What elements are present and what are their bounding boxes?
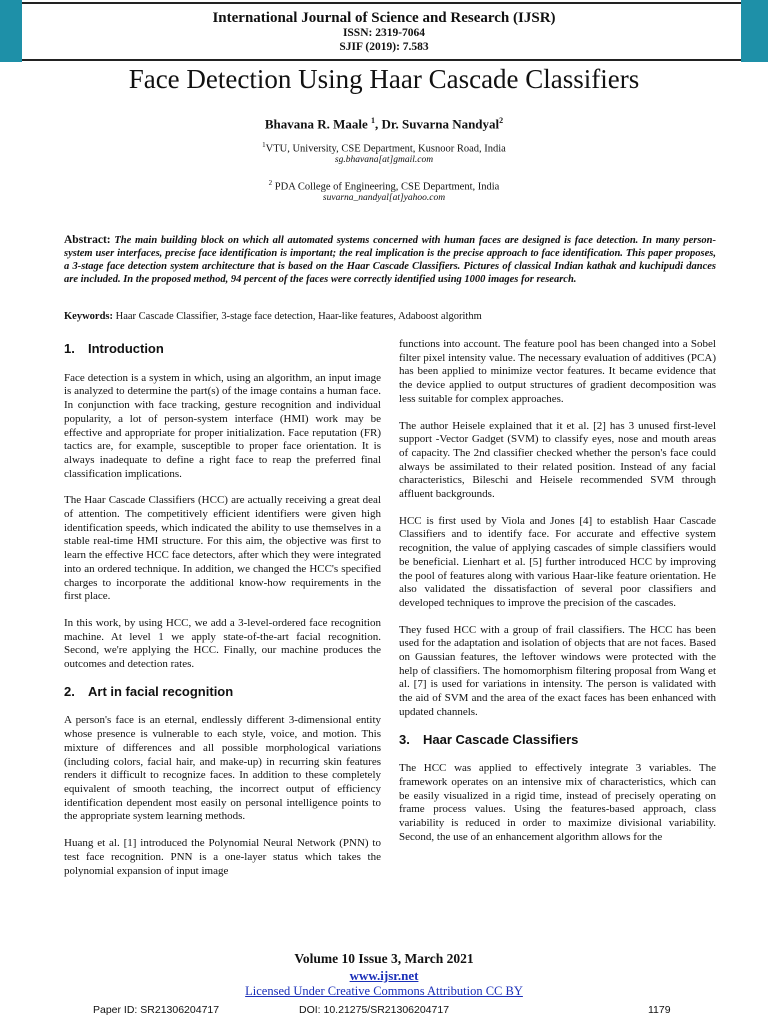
affiliation-2-mark: 2 [268,179,273,187]
paper-title: Face Detection Using Haar Cascade Classifiers [128,64,640,94]
affiliation-2 [0,179,768,193]
section-1-number: 1. [64,341,75,356]
paragraph: In this work, by using HCC, we add a 3-level-ordered face recognition machine. At level 1 we apply state-of-the-art facial recognition. Second, we're applying the HCC. Finally, our machine produces the outcomes and detection rates. [64,616,381,671]
header-top-rule [22,2,741,4]
footer-doi: DOI: 10.21275/SR21306204717 [299,1004,450,1016]
header-bottom-rule [22,59,741,61]
section-2-number: 2. [64,683,75,699]
affiliation-1-text: VTU, University, CSE Department, Kusnoor Road, India [265,143,506,155]
footer-page-number: 1179 [648,1004,671,1016]
section-1-title: Introduction [88,341,164,356]
footer-license-link[interactable]: Licensed Under Creative Commons Attribution CC BY [245,984,523,998]
email-2: suvarna_nandyal[at]yahoo.com [322,193,446,203]
paragraph: HCC is first used by Viola and Jones [4] to establish Haar Cascade Classifiers and to identify face. For accurate and effective system recognition, the value of applying cascades of simple classifiers would be beneficial. Lienhart et al. [5] further introduced HCC by improving the pool of features along with various Haar-like feature orientation. He also validated the dissatisfaction of several poor classifiers and developed techniques to improve the precision of the cascades. [399,514,716,609]
affiliation-1-mark: 1 [262,141,266,149]
keywords-text: Haar Cascade Classifier, 3-stage face detection, Haar-like features, Adaboost algorithm [115,311,482,322]
paragraph: Huang et al. [1] introduced the Polynomial Neural Network (PNN) to test face recognition. PNN is a one-layer status which takes the polynomial expansion of input image [64,837,381,877]
paragraph: The author Heisele explained that it et al. [2] has 3 unused first-level support -Vector Gadget (SVM) to classify eyes, nose and mouth areas of capacity. The 2nd classifier checked whether the person's face could always be assimilated to their related position. Instead of any facial characteristics, Bileschi and Heisele recommended SVM through affluent backgrounds. [399,419,716,501]
footer-volume: Volume 10 Issue 3, March 2021 [294,951,474,966]
keywords-label: Keywords: [64,311,113,322]
section-3-title: Haar Cascade Classifiers [423,731,579,747]
abstract-label: Abstract: [64,234,111,246]
author-2-affiliation-mark: 2 [499,116,504,125]
section-3-heading [399,733,716,747]
footer-paper-id: Paper ID: SR21306204717 [93,1004,220,1016]
section-3-number: 3. [399,731,410,747]
paragraph: functions into account. The feature pool has been changed into a Sobel filter pixel intensity value. The necessary evaluation of additives (PCA) has been applied to minimize vector features. It became evidence that the device applied to output structures of gradient decomposition was less suitable for complex approaches. [399,338,716,405]
sjif: SJIF (2019): 7.583 [339,41,429,53]
paragraph: The Haar Cascade Classifiers (HCC) are actually receiving a great deal of attention. The competitively efficient identifiers were given high identification speeds, which indicated the ability to use themselves in a stable real-time HMI structure. For this aim, the objective was first to learn the effective HCC face detectors, after which they were integrated into an ordered technique. In addition, we changed the HCC's specified charges to incorporate the additional know-how requirements in the first place. [64,494,381,603]
section-2-heading [64,685,381,699]
abstract [64,234,716,286]
paragraph: The HCC was applied to effectively integrate 3 variables. The framework operates on an intensive mix of characteristics, which can be easily visualized in a rigid time, instead of precisely operating on frame process values. Using the features-based approach, class variability is reduced in order to maximize divisional variability. Second, the use of an enhancement algorithm allows for the [399,762,716,843]
affiliation-1 [0,141,768,155]
author-1-affiliation-mark: 1 [371,116,376,125]
issn: ISSN: 2319-7064 [342,27,426,39]
right-column [399,338,716,858]
left-column [64,338,381,891]
affiliation-2-text: PDA College of Engineering, CSE Department, India [272,181,500,193]
keywords [64,311,716,322]
email-1: sg.bhavana[at]gmail.com [334,155,434,165]
paragraph: Face detection is a system in which, using an algorithm, an input image is analyzed to determine the part(s) of the image contains a human face. In conjunction with face tracking, gesture recognition and individual popularity, a lot of person-system interface (HMI) work may be effective and appropriate for proper initialization. Face reputation (FR) tactics are, for example, susceptible to proper face orientation. It is always inadequate to define a right face to reap the preferred final classification implications. [64,371,381,480]
section-2-title: Art in facial recognition [88,683,234,699]
footer-journal-link[interactable]: www.ijsr.net [349,968,419,983]
author-1: Bhavana R. Maale [264,116,368,132]
author-line [0,116,768,132]
journal-name: International Journal of Science and Research (IJSR) [212,10,556,26]
paragraph: They fused HCC with a group of frail classifiers. The HCC has been used for the adaptation and isolation of objects that are not faces. Based on Gaussian features, the leftover windows were protected with the help of classifiers. The homomorphism filtering proposal from Wang et al. [7] is used for variations in intensity. The person is validated with the aid of SVM and the area of the exact faces has been enhanced with updated channels. [399,623,716,718]
abstract-text: The main building block on which all automated systems concerned with human faces are designed is face detection. In many person-system user interfaces, precise face identification is important; the real implication is the precise approach to face identification. This paper proposes, a 3-stage face detection system architecture that is based on the Haar Cascade Classifiers. Pictures of classical Indian kathak and kuchipudi dances are included. In the proposed method, 94 percent of the faces were correctly identified using 1000 images for research. [64,235,717,285]
paragraph: A person's face is an eternal, endlessly different 3-dimensional entity whose presence is vulnerable to each style, voice, and motion. This mixture of differences and all possible morphological variations (including colors, facial hair, and make-up) in recurring skin features renders it difficult to recognize faces. In addition to these completely equivalent of smooth teaching, the incorrect output of efficiency identification dependent most easily on personal intelligence points to the appropriate system learning methods. [64,714,381,823]
section-1-heading [64,342,381,356]
author-2: , Dr. Suvarna Nandyal [375,116,500,132]
